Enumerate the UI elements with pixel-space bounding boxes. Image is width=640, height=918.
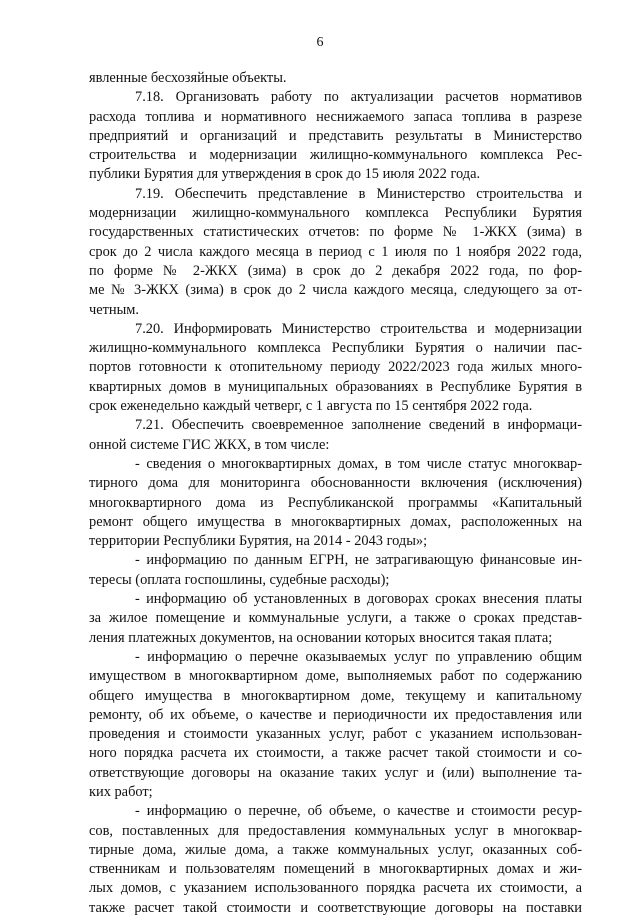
text-line: - информацию о перечне, об объеме, о качестве и стоимости ресур-	[135, 803, 582, 820]
text-line: срок до 2 числа каждого месяца в период с 1 июля по 1 ноября 2022 года,	[89, 243, 582, 260]
text-line: предприятий и организаций и представить результаты в Министерство	[89, 127, 582, 144]
text-line: ремонт общего имущества в многоквартирных домах, расположенных на	[89, 513, 582, 530]
text-line: ответствующие договоры на оказание таких услуг и (или) выполнение та-	[89, 764, 582, 781]
text-line: четным.	[89, 301, 139, 318]
text-line: ремонту, об их объеме, о качестве и периодичности их предоставления или	[89, 706, 582, 723]
page-number: 6	[316, 35, 324, 50]
text-line: ного порядка расчета их стоимости, а также расчет такой стоимости и со-	[89, 745, 582, 762]
document-body	[89, 69, 582, 918]
text-line: ких работ;	[89, 783, 153, 800]
text-line: ме № 3-ЖКХ (зима) в срок до 2 числа каждого месяца, следующего за от-	[89, 282, 582, 299]
text-line: тирного дома для мониторинга обоснованности включения (исключения)	[89, 475, 582, 492]
text-line: многоквартирного дома из Республиканской программы «Капитальный	[89, 494, 582, 511]
text-line: - сведения о многоквартирных домах, в том числе статус многоквар-	[135, 455, 582, 472]
text-line: сов, поставленных для предоставления коммунальных услуг в многоквар-	[89, 822, 582, 839]
text-line: общего имущества в многоквартирном доме, текущему и капитальному	[89, 687, 582, 704]
text-line: публики Бурятия для утверждения в срок до 15 июля 2022 года.	[89, 166, 481, 183]
text-line: также расчет такой стоимости и соответствующие договоры на поставки	[89, 899, 582, 916]
text-line: государственных статистических отчетов: по форме № 1-ЖКХ (зима) в	[89, 224, 582, 241]
text-line: по форме № 2-ЖКХ (зима) в срок до 2 декабря 2022 года, по фор-	[89, 262, 582, 279]
text-line: расхода топлива и нормативного неснижаемого запаса топлива в разрезе	[89, 108, 582, 125]
text-line: жилищно-коммунального комплекса Республики Бурятия о наличии пас-	[89, 340, 582, 357]
text-line: ственникам и пользователям помещений в многоквартирных домах и жи-	[89, 861, 582, 878]
text-line: территории Республики Бурятия, на 2014 - 2043 годы»;	[89, 533, 428, 550]
text-line: тирные дома, жилые дома, а также коммунальных услуг, оказанных соб-	[89, 841, 582, 858]
text-line: - информацию об установленных в договорах сроках внесения платы	[135, 591, 582, 608]
text-line: за жилое помещение и коммунальные услуги, а также о сроках представ-	[89, 610, 582, 627]
text-line: тересы (оплата госпошлины, судебные расходы);	[89, 571, 390, 588]
text-line: - информацию по данным ЕГРН, не затрагивающую финансовые ин-	[135, 552, 582, 569]
text-line: явленные бесхозяйные объекты.	[89, 70, 287, 86]
text-line: - информацию о перечне оказываемых услуг по управлению общим	[135, 648, 582, 665]
text-line: проведения и стоимости указанных услуг, работ с указанием использован-	[89, 726, 582, 743]
text-line: срок еженедельно каждый четверг, с 1 августа по 15 сентября 2022 года.	[89, 398, 533, 415]
text-line: 7.20. Информировать Министерство строительства и модернизации	[135, 320, 582, 337]
text-line: модернизации жилищно-коммунального комплекса Республики Бурятия	[89, 205, 582, 222]
text-line: имуществом в многоквартирном доме, выполняемых работ по содержанию	[89, 668, 582, 685]
text-line: портов готовности к отопительному периоду 2022/2023 года жилых много-	[89, 359, 582, 376]
text-line: 7.18. Организовать работу по актуализации расчетов нормативов	[135, 89, 582, 106]
text-line: 7.21. Обеспечить своевременное заполнение сведений в информаци-	[135, 417, 582, 434]
text-line: ления платежных документов, на основании которых вносится такая плата;	[89, 629, 553, 646]
text-line: строительства и модернизации жилищно-коммунального комплекса Рес-	[89, 147, 582, 164]
text-line: лых домов, с указанием использованного порядка расчета их стоимости, а	[89, 880, 582, 897]
text-line: онной системе ГИС ЖКХ, в том числе:	[89, 436, 330, 453]
text-line: 7.19. Обеспечить представление в Министерство строительства и	[135, 185, 582, 202]
text-line: квартирных домов в муниципальных образованиях в Республике Бурятия в	[89, 378, 582, 395]
